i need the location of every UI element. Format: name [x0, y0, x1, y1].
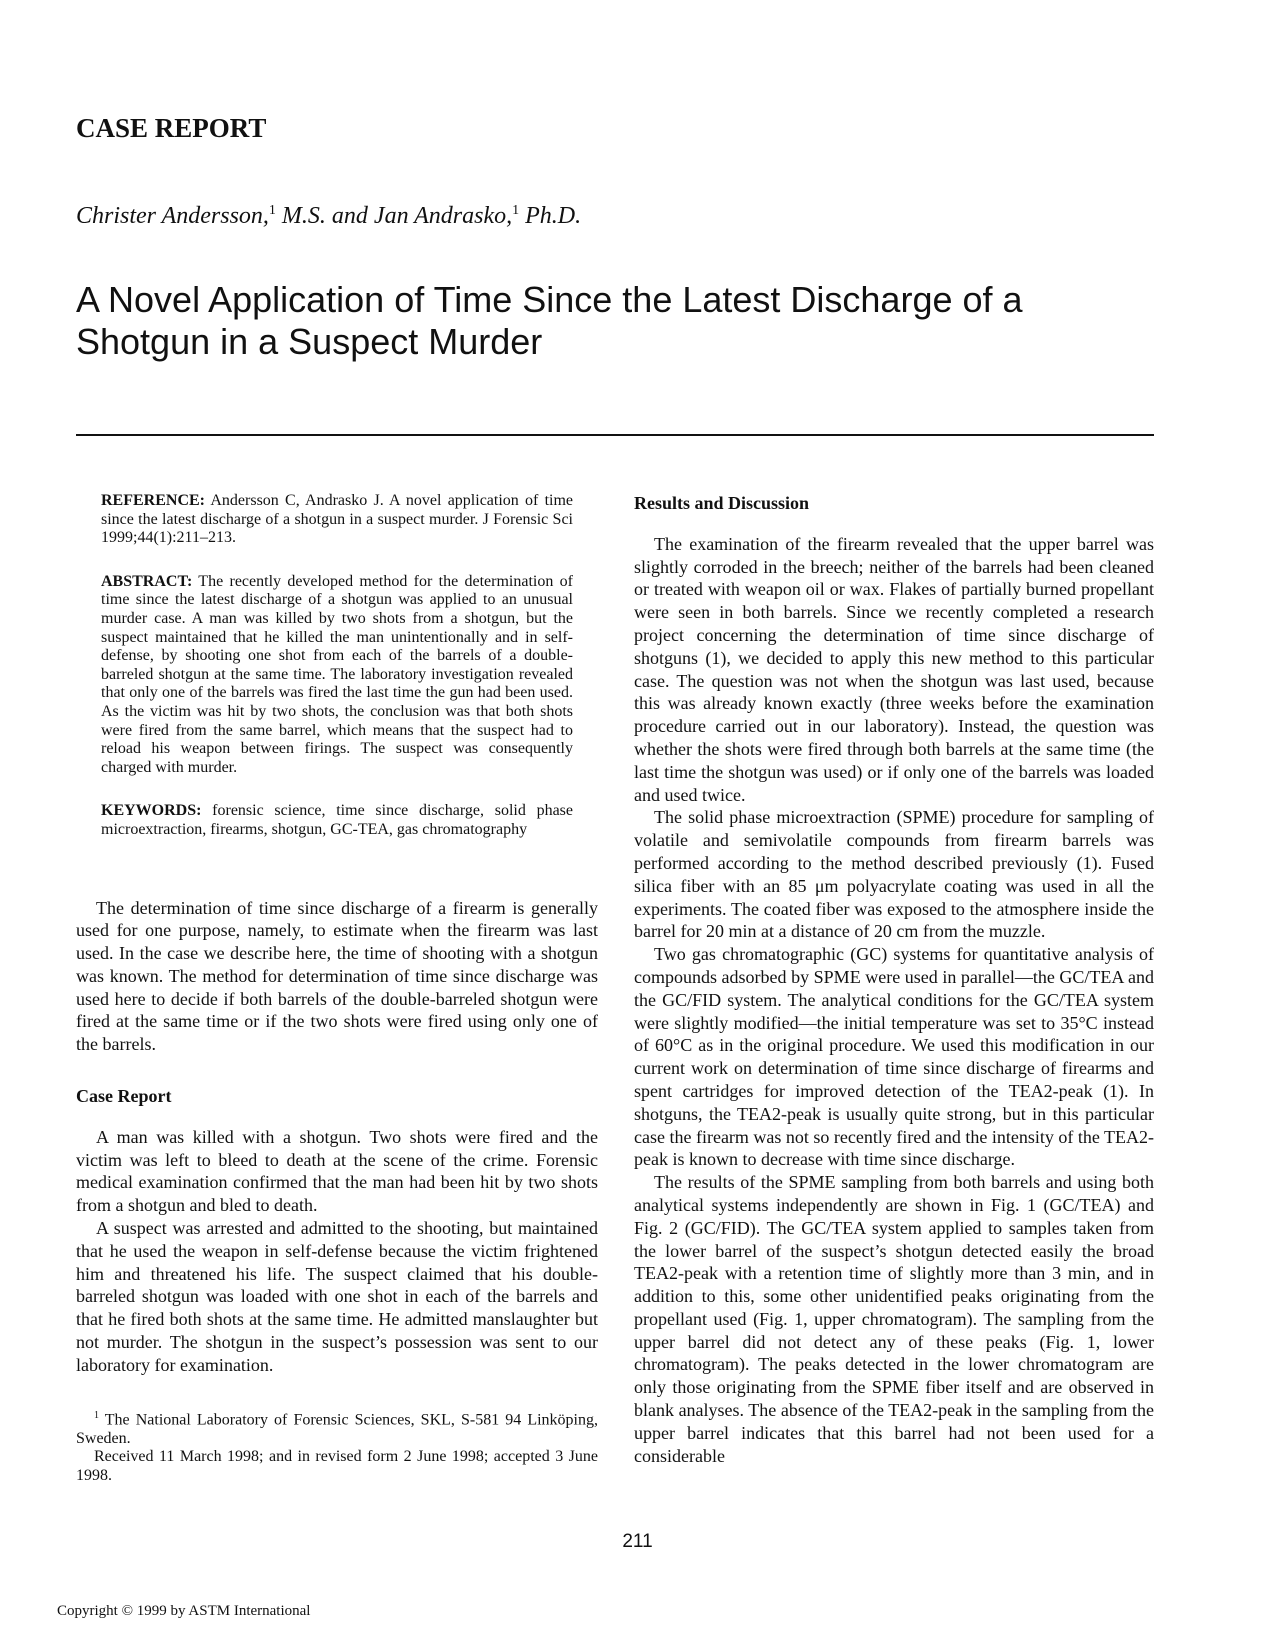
results-heading: Results and Discussion: [634, 493, 810, 513]
footnote-mark: 1: [94, 1409, 99, 1421]
results-paragraph: The solid phase microextraction (SPME) procedure for sampling of volatile and semivolatile compounds from firearm barrels was performed according to the method described previously (1). Fused silica fiber with an 85 μm polyacrylate coating was used in all the experiments. The coated fiber was exposed to the atmosphere inside the barrel for 20 min at a distance of 20 cm from the muzzle.: [634, 807, 1154, 942]
affiliation-mark: 1: [512, 203, 520, 218]
page-number: 211: [622, 1531, 653, 1552]
reference-label: REFERENCE:: [101, 492, 206, 509]
author-line: [76, 203, 581, 230]
title-divider: [76, 434, 1154, 436]
case-report-paragraph: A man was killed with a shotgun. Two shots were fired and the victim was left to bleed to death at the scene of the crime. Forensic medical examination confirmed that the man had been hit by two shots from a shotgun and bled to death.: [76, 1126, 598, 1216]
copyright-notice: Copyright © 1999 by ASTM International: [57, 1603, 311, 1619]
keywords-text: forensic science, time since discharge, solid phase microextraction, firearms, shotgun, GC-TEA, gas chromatography: [101, 802, 573, 838]
results-paragraph: The results of the SPME sampling from both barrels and using both analytical systems independently are shown in Fig. 1 (GC/TEA) and Fig. 2 (GC/FID). The GC/TEA system applied to samples taken from the lower barrel of the suspect’s shotgun detected easily the broad TEA2-peak with a retention time of slightly more than 3 min, and in addition to this, some other unidentified peaks originating from the propellant used (Fig. 1, upper chromatogram). The sampling from the upper barrel did not detect any of these peaks (Fig. 1, lower chromatogram). The peaks detected in the lower chromatogram are only those originating from the SPME fiber itself and are observed in blank analyses. The absence of the TEA2-peak in the sampling from the upper barrel indicates that this barrel had not been used for a considerable: [634, 1172, 1154, 1466]
results-paragraph: The examination of the firearm revealed that the upper barrel was slightly corroded in the breech; neither of the barrels had been cleaned or treated with weapon oil or wax. Flakes of partially burned propellant were seen in both barrels. Since we recently completed a research project concerning the determination of time since discharge of shotguns (1), we decided to apply this new method to this particular case. The question was not when the shotgun was last used, because this was already known exactly (three weeks before the examination procedure carried out in our laboratory). Instead, the question was whether the shots were fired through both barrels at the same time (the last time the shotgun was used) or if only one of the barrels was loaded and used twice.: [634, 533, 1154, 805]
reference-block: [101, 492, 573, 548]
author-degree-2: Ph.D.: [519, 203, 582, 229]
article-title: A Novel Application of Time Since the Latest Discharge of a Shotgun in a Suspect Murder: [76, 279, 1023, 362]
received-footnote: Received 11 March 1998; and in revised form 2 June 1998; accepted 3 June 1998.: [76, 1448, 598, 1484]
affiliation-footnote: [76, 1407, 598, 1449]
author-name-1: Christer Andersson,: [76, 203, 269, 229]
section-label: CASE REPORT: [76, 113, 267, 143]
abstract-label: ABSTRACT:: [101, 572, 193, 590]
case-report-paragraph: A suspect was arrested and admitted to the shooting, but maintained that he used the weapon in self-defense because the victim frightened him and threatened his life. The suspect claimed that his double-barreled shotgun was loaded with one shot in each of the barrels and that he fired both shots at the same time. He admitted manslaughter but not murder. The shotgun in the suspect’s possession was sent to our laboratory for examination.: [76, 1218, 598, 1375]
keywords-block: [101, 802, 573, 839]
author-degree-and-name-2: M.S. and Jan Andrasko,: [275, 203, 513, 229]
case-report-heading: Case Report: [76, 1086, 172, 1107]
footnotes: [76, 1407, 598, 1486]
right-column: [634, 492, 1154, 1467]
abstract-text: The recently developed method for the determination of time since the latest discharge of a shotgun was applied to an unusual murder case. A man was killed by two shots from a shotgun, but the suspect maintained that he killed the man unintentionally and in self-defense, by shooting one shot from each of the barrels of a double-barreled shotgun at the same time. The laboratory investigation revealed that only one of the barrels was fired the last time the gun had been used. As the victim was hit by two shots, the conclusion was that both shots were fired from the same barrel, which means that the suspect had to reload his weapon between firings. The suspect was consequently charged with murder.: [101, 572, 573, 776]
affiliation-mark: 1: [268, 203, 276, 218]
reference-text: Andersson C, Andrasko J. A novel application of time since the latest discharge of a shotgun in a suspect murder. J Forensic Sci 1999;44(1):211–213.: [101, 492, 573, 547]
results-paragraph: Two gas chromatographic (GC) systems for quantitative analysis of compounds adsorbed by SPME were used in parallel—the GC/TEA and the GC/FID system. The analytical conditions for the GC/TEA system were slightly modified—the initial temperature was set to 35°C instead of 60°C as in the original procedure. We used this modification in our current work on determination of time since discharge of firearms and spent cartridges for improved detection of the TEA2-peak (1). In shotguns, the TEA2-peak is usually quite strong, but in this particular case the firearm was not so recently fired and the intensity of the TEA2-peak is known to decrease with time since discharge.: [634, 944, 1154, 1170]
left-column: [76, 492, 598, 1485]
intro-paragraph: The determination of time since discharge of a firearm is generally used for one purpose, namely, to estimate when the firearm was last used. In the case we describe here, the time of shooting with a shotgun was known. The method for determination of time since discharge was used here to decide if both barrels of the double-barreled shotgun were fired at the same time or if the two shots were fired using only one of the barrels.: [76, 897, 598, 1055]
abstract-block: [101, 573, 573, 778]
affiliation-text: The National Laboratory of Forensic Sciences, SKL, S-581 94 Linköping, Sweden.: [76, 1410, 598, 1447]
keywords-label: KEYWORDS:: [101, 802, 202, 820]
